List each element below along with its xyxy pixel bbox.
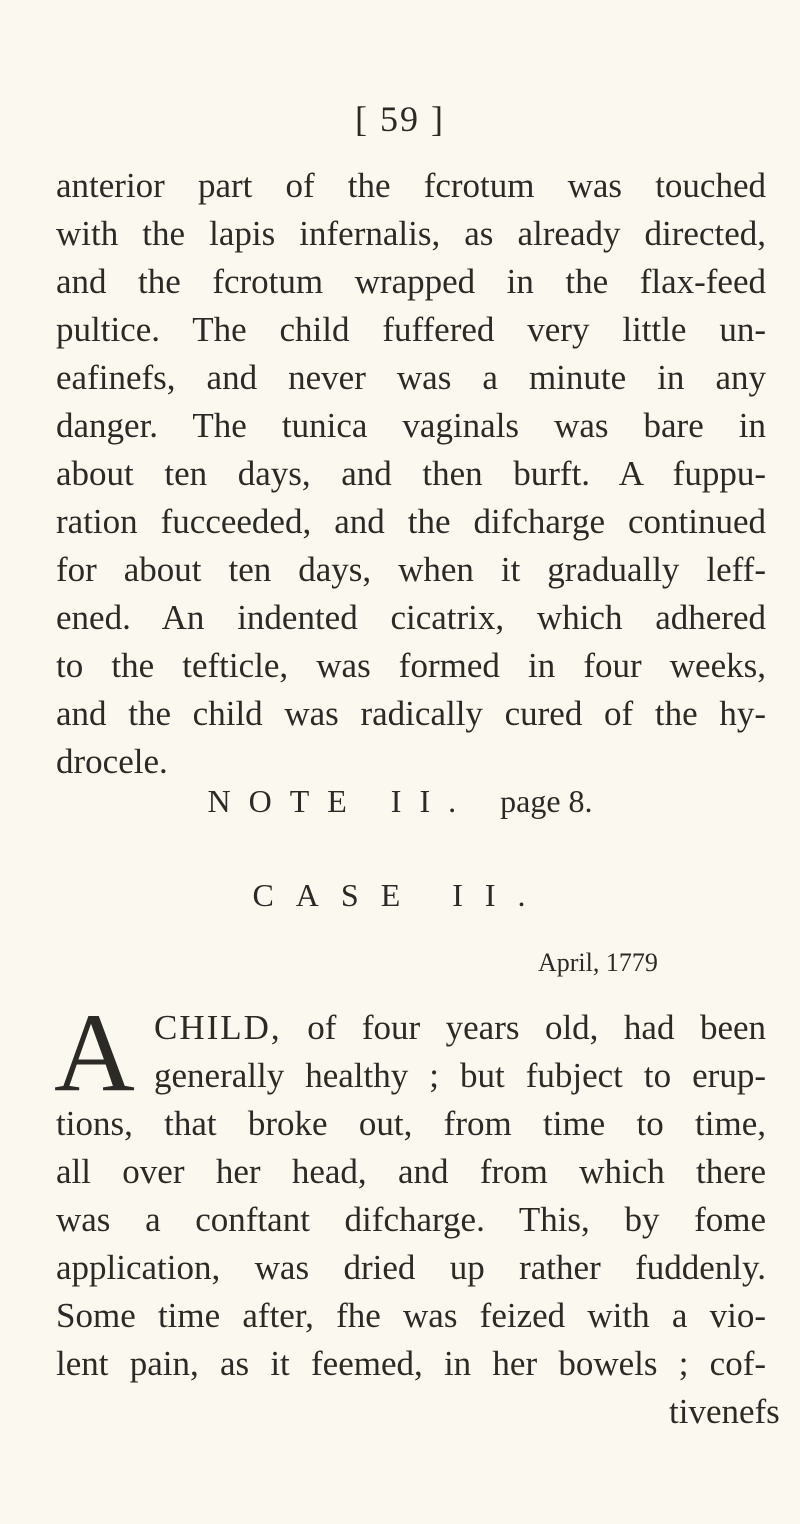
case-first-word: CHILD, — [154, 1008, 282, 1047]
body-line: about ten days, and then burft. A fuppu- — [56, 454, 766, 493]
case-line: tions, that broke out, from time to time, — [56, 1104, 766, 1143]
case-first-line — [154, 1008, 766, 1048]
page-number: [ 59 ] — [355, 99, 445, 139]
body-line: ration fucceeded, and the difcharge continued — [56, 502, 766, 541]
body-line: anterior part of the fcrotum was touched — [56, 166, 766, 205]
body-line: for about ten days, when it gradually leff- — [56, 550, 766, 589]
case-line: lent pain, as it feemed, in her bowels ; cof- — [56, 1344, 766, 1383]
body-line: with the lapis infernalis, as already directed, — [56, 214, 766, 253]
drop-cap: A — [54, 991, 135, 1115]
body-line: and the fcrotum wrapped in the flax-feed — [56, 262, 766, 301]
case-date: April, 1779 — [538, 948, 658, 977]
case-line: generally healthy ; but fubject to erup- — [154, 1056, 766, 1095]
case-line: Some time after, fhe was feized with a vio- — [56, 1296, 766, 1335]
case-line: all over her head, and from which there — [56, 1152, 766, 1191]
body-line: ened. An indented cicatrix, which adhered — [56, 598, 766, 637]
case-heading: CASE II. — [252, 877, 548, 913]
body-line: and the child was radically cured of the hy- — [56, 694, 766, 733]
case-line: of four years old, had been — [307, 1008, 767, 1047]
case-line: was a conftant difcharge. This, by fome — [56, 1200, 766, 1239]
note-heading — [0, 783, 800, 820]
note-page-ref: page 8. — [500, 783, 593, 819]
catchword: tivenefs — [669, 1392, 780, 1431]
case-line: application, was dried up rather fuddenly. — [56, 1248, 766, 1287]
body-line: pultice. The child fuffered very little un- — [56, 310, 766, 349]
body-line: drocele. — [56, 742, 168, 781]
note-title: NOTE II. — [207, 783, 475, 819]
body-line: danger. The tunica vaginals was bare in — [56, 406, 766, 445]
body-line: to the tefticle, was formed in four weeks, — [56, 646, 766, 685]
body-line: eafinefs, and never was a minute in any — [56, 358, 766, 397]
